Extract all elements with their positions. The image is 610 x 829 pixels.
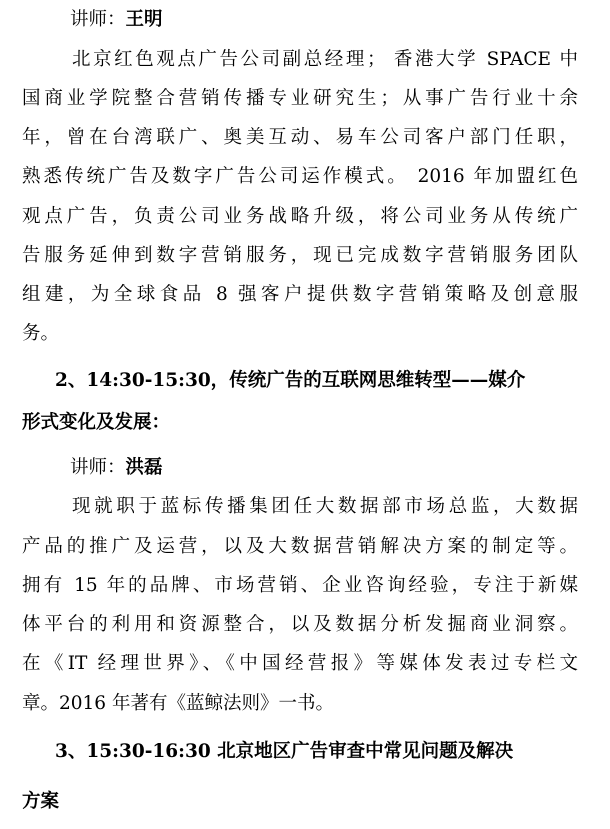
speaker1-bio-line: 组建，为全球食品 8 强客户提供数字营销策略及创意服: [22, 284, 578, 305]
speaker1-bio-line: 告服务延伸到数字营销服务，现已完成数字营销服务团队: [22, 245, 578, 266]
speaker1-name: 王明: [125, 9, 163, 30]
session3-heading-cont: 方案: [22, 791, 60, 812]
speaker1-bio-line: 观点广告，负责公司业务战略升级，将公司业务从传统广: [22, 206, 578, 227]
session2-time: 2、14:30-15:30，: [55, 370, 230, 391]
speaker1-bio-line: 国商业学院整合营销传播专业研究生；从事广告行业十余: [22, 88, 578, 109]
session2-title: 传统广告的互联网思维转型——媒介: [229, 370, 526, 391]
speaker1-label: 讲师：: [70, 9, 126, 30]
session2-heading: [55, 369, 525, 393]
session3-title: 北京地区广告审查中常见问题及解决: [217, 741, 514, 762]
speaker2-name: 洪磊: [125, 457, 163, 478]
speaker2-heading: [70, 456, 163, 480]
session2-heading-cont: 形式变化及发展：: [22, 412, 171, 433]
speaker2-bio-line: 体平台的利用和资源整合，以及数据分析发掘商业洞察。: [22, 614, 578, 635]
speaker1-bio-line: 熟悉传统广告及数字广告公司运作模式。 2016 年加盟红色: [22, 166, 578, 187]
speaker2-bio-line: 在《IT 经理世界》、《中国经营报》等媒体发表过专栏文: [22, 653, 578, 674]
speaker2-bio-line: 拥有 15 年的品牌、市场营销、企业咨询经验，专注于新媒: [22, 575, 578, 596]
speaker2-label: 讲师：: [70, 457, 126, 478]
session3-heading: [55, 740, 513, 764]
session3-time: 3、15:30-16:30: [55, 741, 218, 762]
speaker1-bio-line: 务。: [22, 323, 60, 344]
speaker2-bio-line: 产品的推广及运营，以及大数据营销解决方案的制定等。: [22, 536, 578, 557]
speaker1-bio-line: 年，曾在台湾联广、奥美互动、易车公司客户部门任职，: [22, 127, 578, 148]
speaker1-bio-line: 北京红色观点广告公司副总经理； 香港大学 SPACE 中: [72, 49, 578, 70]
speaker2-bio-line: 章。2016 年著有《蓝鲸法则》一书。: [22, 693, 334, 714]
speaker2-bio-line: 现就职于蓝标传播集团任大数据部市场总监，大数据: [72, 496, 578, 517]
speaker1-heading: [70, 8, 163, 32]
